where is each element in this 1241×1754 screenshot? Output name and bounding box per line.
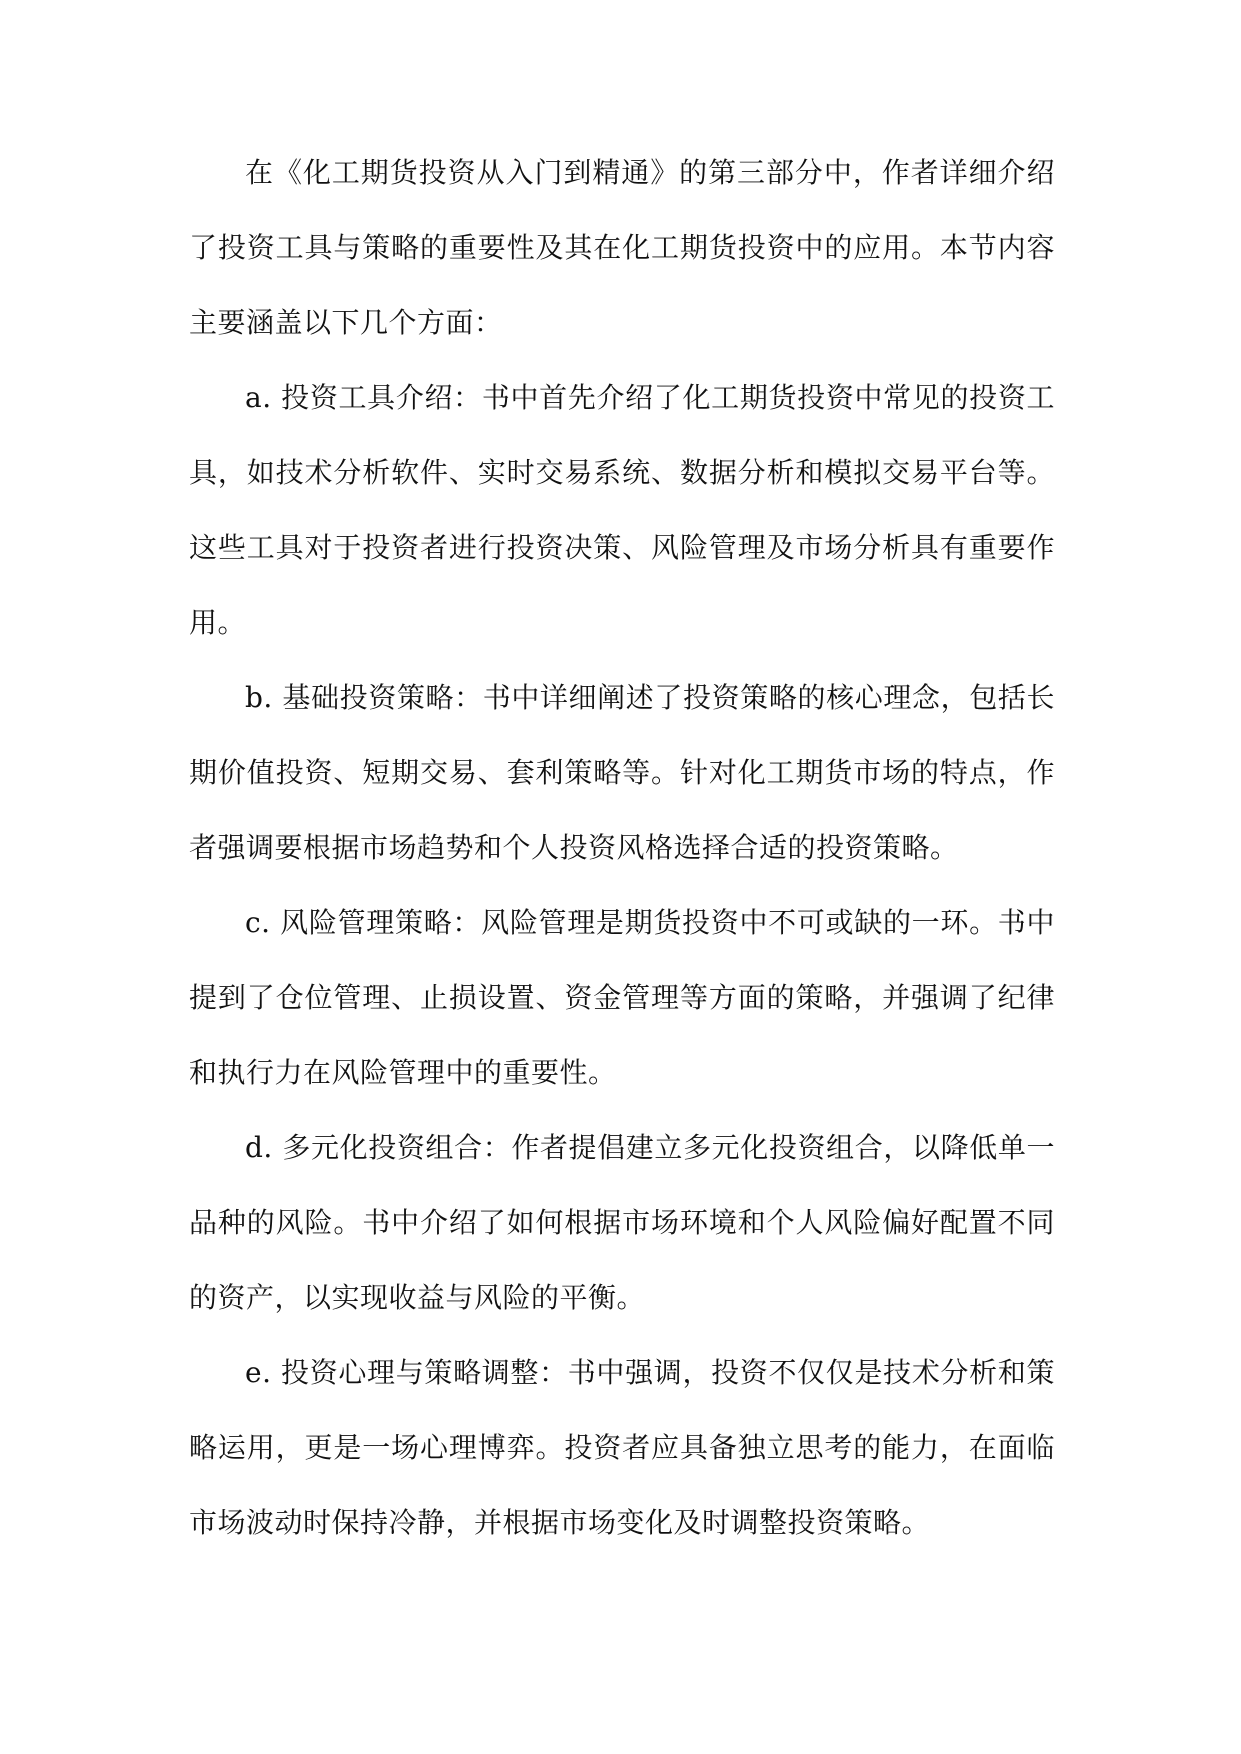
section-e-paragraph: e. 投资心理与策略调整：书中强调，投资不仅仅是技术分析和策略运用，更是一场心理博弈。投资者应具备独立思考的能力，在面临市场波动时保持冷静，并根据市场变化及时调整投资策略。: [189, 1356, 1055, 1539]
section-b-paragraph: b. 基础投资策略：书中详细阐述了投资策略的核心理念，包括长期价值投资、短期交易、套利策略等。针对化工期货市场的特点，作者强调要根据市场趋势和个人投资风格选择合适的投资策略。: [189, 681, 1055, 864]
intro-paragraph: 在《化工期货投资从入门到精通》的第三部分中，作者详细介绍了投资工具与策略的重要性及其在化工期货投资中的应用。本节内容主要涵盖以下几个方面：: [189, 156, 1055, 339]
document-body: [189, 135, 1055, 1560]
section-c-paragraph: c. 风险管理策略：风险管理是期货投资中不可或缺的一环。书中提到了仓位管理、止损设置、资金管理等方面的策略，并强调了纪律和执行力在风险管理中的重要性。: [189, 906, 1055, 1089]
section-a-paragraph: a. 投资工具介绍：书中首先介绍了化工期货投资中常见的投资工具，如技术分析软件、实时交易系统、数据分析和模拟交易平台等。这些工具对于投资者进行投资决策、风险管理及市场分析具有重要作用。: [189, 381, 1055, 639]
section-d-paragraph: d. 多元化投资组合：作者提倡建立多元化投资组合，以降低单一品种的风险。书中介绍了如何根据市场环境和个人风险偏好配置不同的资产，以实现收益与风险的平衡。: [189, 1131, 1055, 1314]
